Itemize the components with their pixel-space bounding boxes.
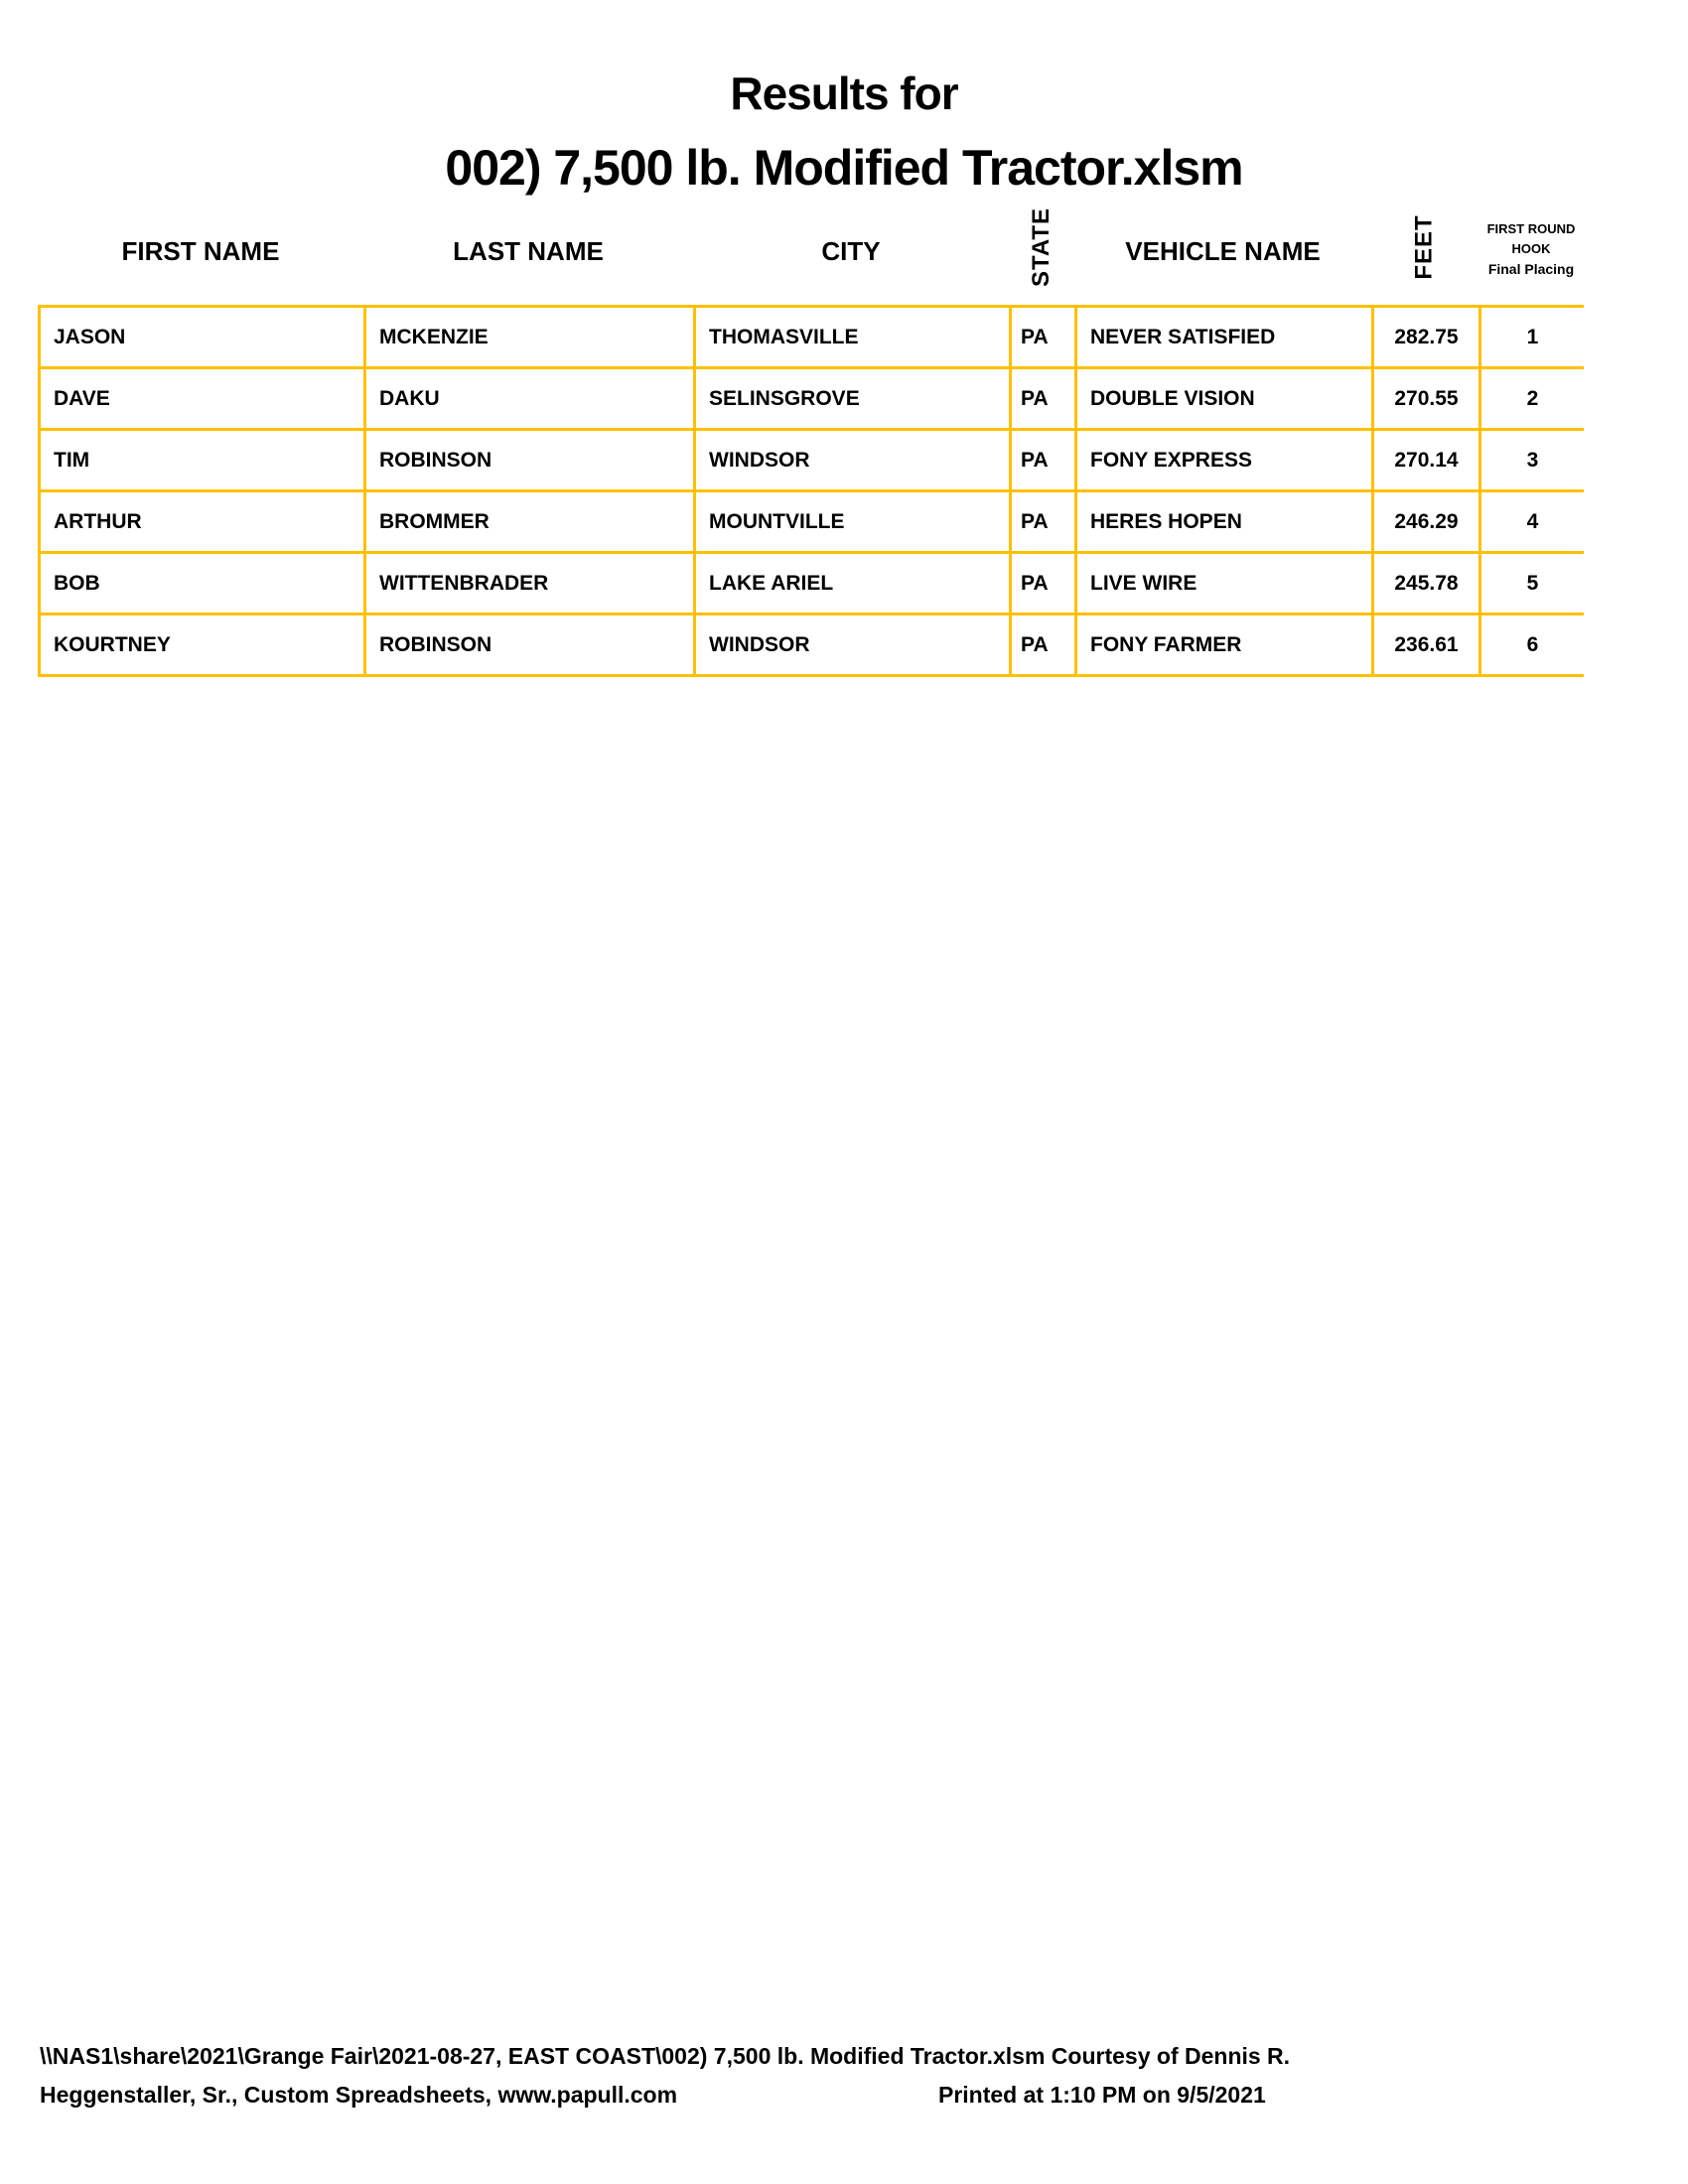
column-header-feet <box>1371 204 1478 291</box>
column-header-first-round-hook <box>1478 219 1584 280</box>
cell-final-placing: 6 <box>1478 613 1584 674</box>
table-row <box>38 366 1584 428</box>
cell-first-name: KOURTNEY <box>38 613 363 674</box>
column-header-hook-line3: Final Placing <box>1487 261 1575 277</box>
cell-last-name: WITTENBRADER <box>363 551 693 613</box>
cell-state: PA <box>1009 489 1074 551</box>
column-header-state-label: STATE <box>1028 206 1055 288</box>
results-table <box>38 305 1584 677</box>
cell-last-name: ROBINSON <box>363 428 693 489</box>
column-header-hook-line1: FIRST ROUND <box>1486 221 1576 236</box>
cell-first-name: ARTHUR <box>38 489 363 551</box>
table-row <box>38 305 1584 366</box>
table-row <box>38 489 1584 551</box>
cell-vehicle-name: DOUBLE VISION <box>1074 366 1371 428</box>
cell-state: PA <box>1009 305 1074 366</box>
cell-feet: 282.75 <box>1371 305 1478 366</box>
cell-last-name: BROMMER <box>363 489 693 551</box>
cell-first-name: TIM <box>38 428 363 489</box>
cell-last-name: ROBINSON <box>363 613 693 674</box>
cell-state: PA <box>1009 551 1074 613</box>
cell-final-placing: 1 <box>1478 305 1584 366</box>
cell-state: PA <box>1009 613 1074 674</box>
cell-final-placing: 4 <box>1478 489 1584 551</box>
table-row <box>38 428 1584 489</box>
footer-printed-at: Printed at 1:10 PM on 9/5/2021 <box>938 2082 1266 2108</box>
cell-vehicle-name: LIVE WIRE <box>1074 551 1371 613</box>
cell-state: PA <box>1009 428 1074 489</box>
cell-feet: 270.55 <box>1371 366 1478 428</box>
column-header-city: CITY <box>821 236 881 266</box>
cell-final-placing: 3 <box>1478 428 1584 489</box>
cell-city: MOUNTVILLE <box>693 489 1009 551</box>
cell-city: THOMASVILLE <box>693 305 1009 366</box>
footer-file-path: \\NAS1\share\2021\Grange Fair\2021-08-27, EAST COAST\002) 7,500 lb. Modified Tractor.xlsm Courtesy of Dennis R. <box>40 2043 1291 2069</box>
cell-feet: 270.14 <box>1371 428 1478 489</box>
cell-first-name: JASON <box>38 305 363 366</box>
table-row <box>38 551 1584 613</box>
cell-feet: 236.61 <box>1371 613 1478 674</box>
cell-vehicle-name: FONY FARMER <box>1074 613 1371 674</box>
cell-state: PA <box>1009 366 1074 428</box>
cell-vehicle-name: NEVER SATISFIED <box>1074 305 1371 366</box>
column-header-state <box>1009 192 1074 303</box>
page-title-line2: 002) 7,500 lb. Modified Tractor.xlsm <box>445 140 1243 196</box>
column-header-last-name: LAST NAME <box>453 236 604 266</box>
cell-first-name: DAVE <box>38 366 363 428</box>
cell-city: WINDSOR <box>693 428 1009 489</box>
column-header-first-name: FIRST NAME <box>121 236 280 266</box>
column-header-hook-line2: HOOK <box>1511 241 1551 256</box>
cell-last-name: MCKENZIE <box>363 305 693 366</box>
column-header-feet-label: FEET <box>1411 214 1438 280</box>
cell-final-placing: 5 <box>1478 551 1584 613</box>
cell-city: LAKE ARIEL <box>693 551 1009 613</box>
cell-feet: 246.29 <box>1371 489 1478 551</box>
page-title-line1: Results for <box>730 68 958 119</box>
footer-credit: Heggenstaller, Sr., Custom Spreadsheets, www.papull.com <box>40 2082 678 2108</box>
table-row <box>38 613 1584 674</box>
cell-city: WINDSOR <box>693 613 1009 674</box>
cell-first-name: BOB <box>38 551 363 613</box>
cell-city: SELINSGROVE <box>693 366 1009 428</box>
cell-final-placing: 2 <box>1478 366 1584 428</box>
cell-vehicle-name: FONY EXPRESS <box>1074 428 1371 489</box>
cell-last-name: DAKU <box>363 366 693 428</box>
cell-vehicle-name: HERES HOPEN <box>1074 489 1371 551</box>
column-header-vehicle-name: VEHICLE NAME <box>1125 236 1321 266</box>
cell-feet: 245.78 <box>1371 551 1478 613</box>
